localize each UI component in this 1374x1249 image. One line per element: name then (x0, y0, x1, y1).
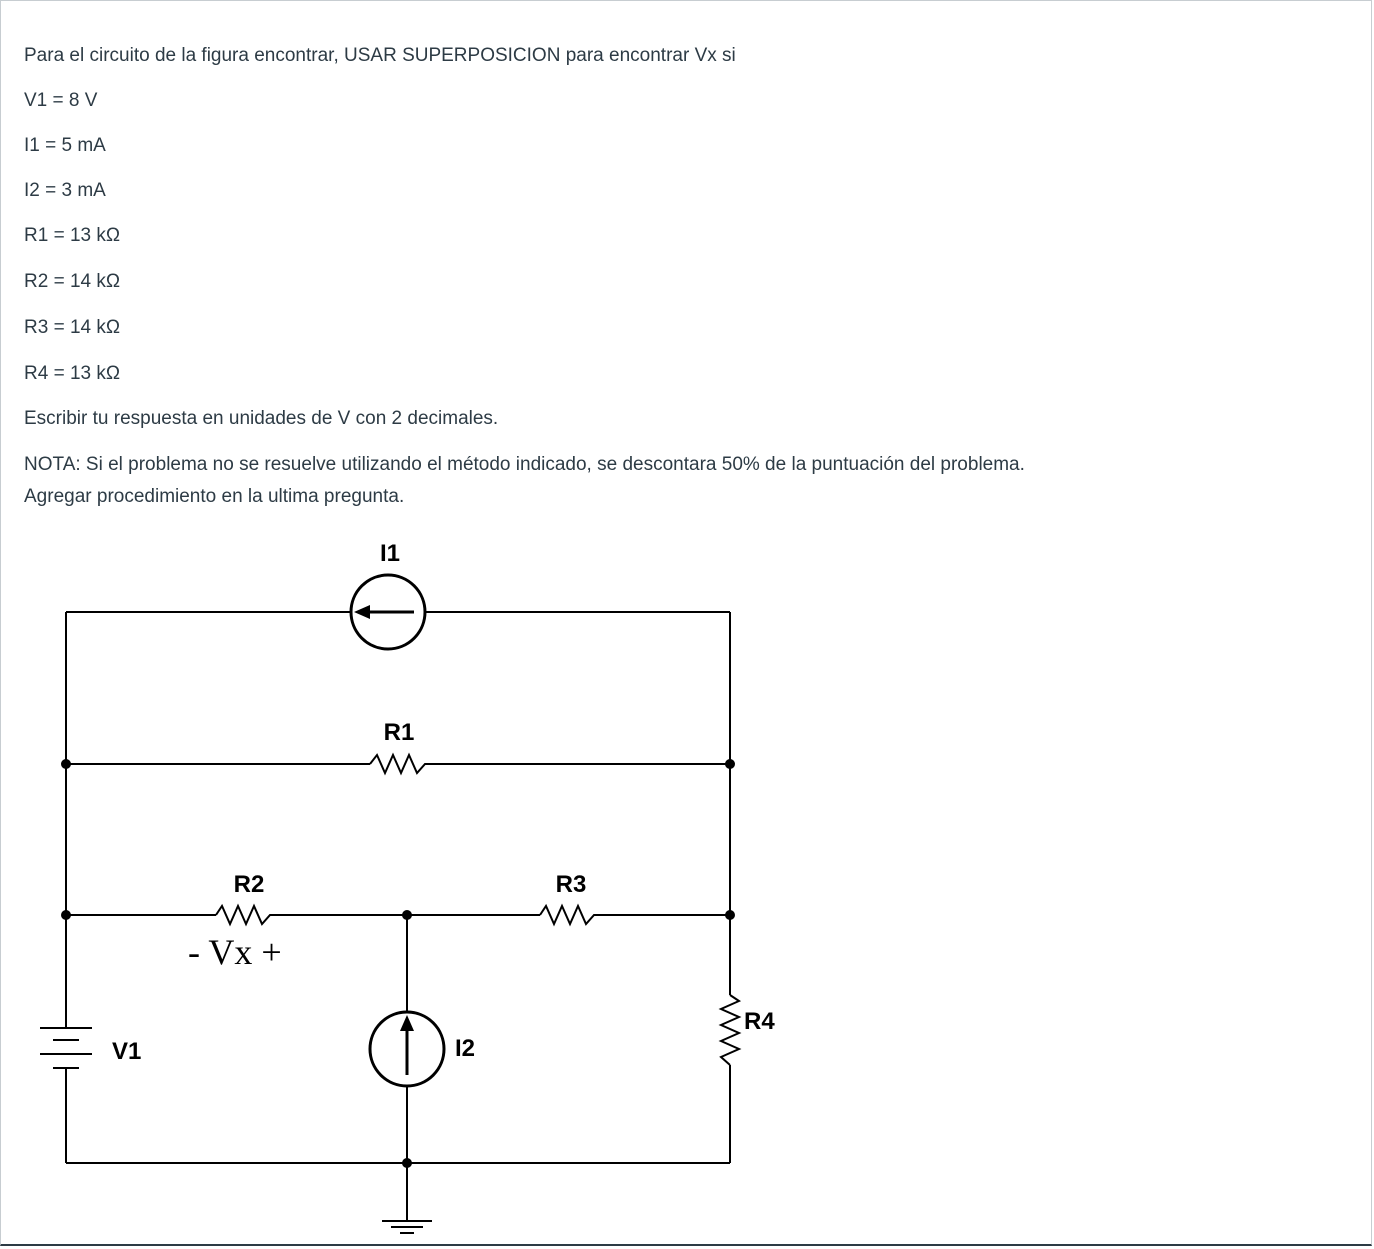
label-r1: R1 (383, 719, 415, 746)
value-i1: I1 = 5 mA (24, 135, 106, 156)
value-r4: R4 = 13 kΩ (24, 363, 121, 384)
node (725, 910, 735, 920)
node (61, 759, 71, 769)
label-i2: I2 (455, 1035, 476, 1062)
problem-intro: Para el circuito de la figura encontrar, USAR SUPERPOSICION para encontrar Vx si (24, 45, 736, 66)
node (402, 910, 412, 920)
node (61, 910, 71, 920)
label-r4: R4 (744, 1008, 775, 1035)
answer-instruction: Escribir tu respuesta en unidades de V con 2 decimales. (24, 408, 499, 429)
label-i1: I1 (379, 540, 401, 567)
resistor-r3 (540, 906, 596, 924)
value-r1: R1 = 13 kΩ (24, 225, 121, 246)
resistor-r2 (216, 906, 272, 924)
current-source-i1 (351, 575, 425, 649)
note-line-2: Agregar procedimiento en la ultima pregunta. (24, 486, 405, 507)
node (402, 1158, 412, 1168)
node (725, 759, 735, 769)
label-vx: - Vx + (188, 932, 282, 972)
value-i2: I2 = 3 mA (24, 180, 106, 201)
label-r2: R2 (233, 871, 265, 898)
value-r2: R2 = 14 kΩ (24, 271, 121, 292)
note-line-1: NOTA: Si el problema no se resuelve utilizando el método indicado, se descontara 50% de la puntuación del problema. (24, 454, 1025, 475)
battery-v1 (40, 1028, 92, 1068)
ground-symbol (382, 1221, 432, 1233)
current-source-i2 (370, 1012, 444, 1086)
value-r3: R3 = 14 kΩ (24, 317, 121, 338)
resistor-r1 (370, 755, 426, 773)
label-r3: R3 (555, 871, 587, 898)
label-v1: V1 (112, 1038, 142, 1065)
value-v1: V1 = 8 V (24, 90, 98, 111)
resistor-r4 (721, 995, 739, 1065)
